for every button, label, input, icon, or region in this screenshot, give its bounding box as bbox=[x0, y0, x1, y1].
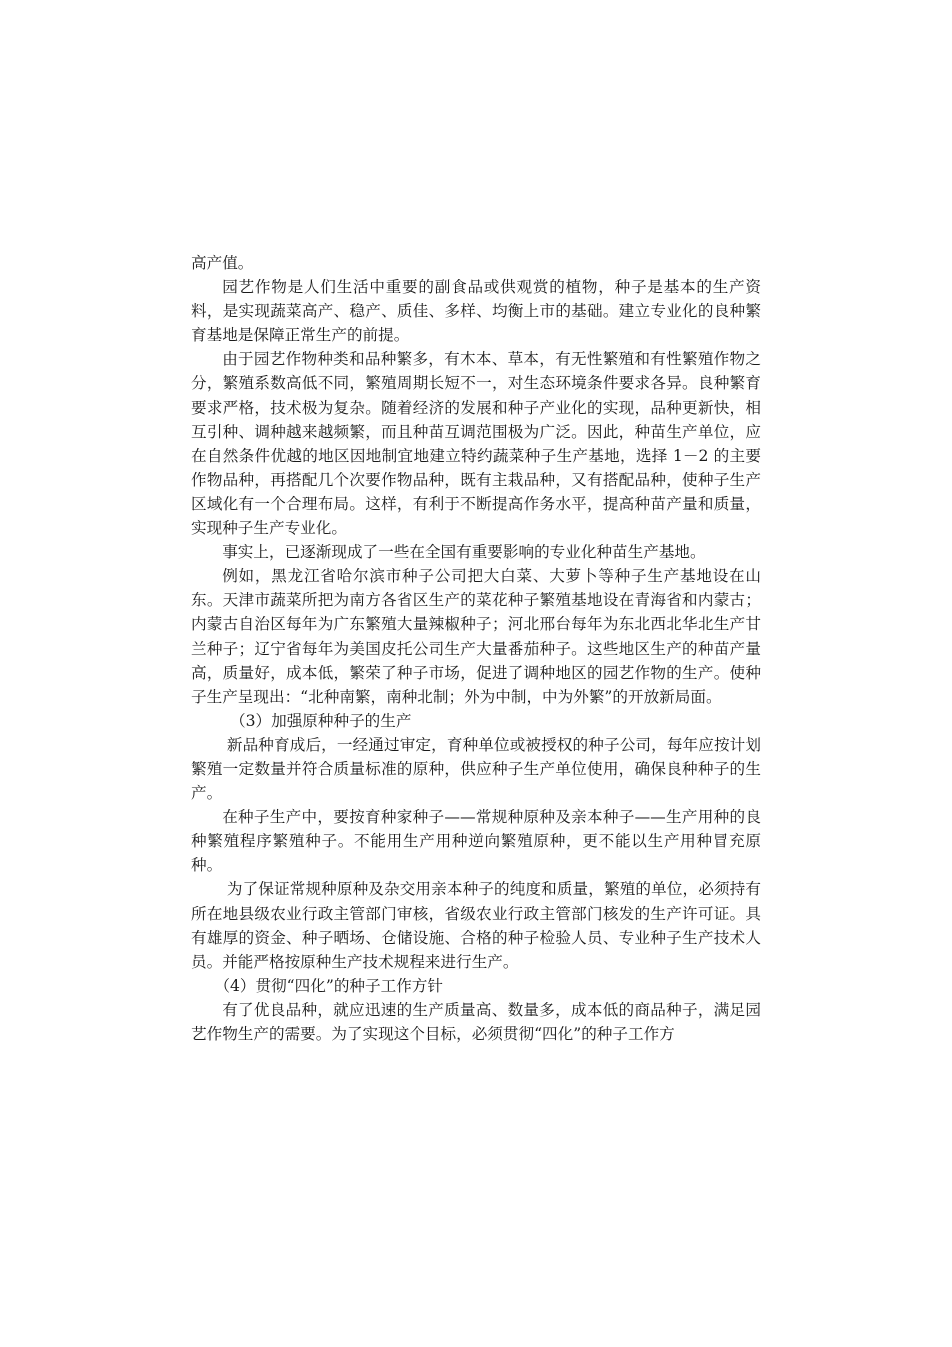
paragraph-licensing: 为了保证常规种原种及杂交用亲本种子的纯度和质量，繁殖的单位，必须持有所在地县级农业行政主管部门审核，省级农业行政主管部门核发的生产许可证。具有雄厚的资金、种子晒场、仓储设施、合格的种子检验人员、专业种子生产技术人员。并能严格按原种生产技术规程来进行生产。 bbox=[191, 880, 761, 971]
paragraph-new-varieties: 新品种育成后，一经通过审定，育种单位或被授权的种子公司，每年应按计划繁殖一定数量并符合质量标准的原种，供应种子生产单位使用，确保良种种子的生产。 bbox=[191, 735, 761, 803]
paragraph-continuation: 高产值。 bbox=[191, 254, 254, 272]
paragraph-four-policies: 有了优良品种，就应迅速的生产质量高、数量多，成本低的商品种子，满足园艺作物生产的需要。为了实现这个目标，必须贯彻“四化”的种子工作方 bbox=[191, 1000, 761, 1043]
paragraph-existing-bases: 事实上，已逐渐现成了一些在全国有重要影响的专业化种苗生产基地。 bbox=[222, 543, 706, 562]
section-heading-4: （4）贯彻“四化”的种子工作方针 bbox=[214, 976, 443, 995]
paragraph-breeding-procedure: 在种子生产中，要按育种家种子——常规种原种及亲本种子——生产用种的良种繁殖程序繁殖种子。不能用生产用种逆向繁殖原种，更不能以生产用种冒充原种。 bbox=[191, 808, 761, 875]
document-body bbox=[191, 251, 761, 1046]
paragraph-seed-importance: 园艺作物是人们生活中重要的副食品或供观赏的植物，种子是基本的生产资料，是实现蔬菜高产、稳产、质佳、多样、均衡上市的基础。建立专业化的良种繁育基地是保障正常生产的前提。 bbox=[191, 278, 761, 345]
paragraph-breeding-bases: 由于园艺作物种类和品种繁多，有木本、草本，有无性繁殖和有性繁殖作物之分，繁殖系数高低不同，繁殖周期长短不一，对生态环境条件要求各异。良种繁育要求严格，技术极为复杂。随着经济的发展和种子产业化的实现，品种更新快，相互引种、调种越来越频繁，而且种苗互调范围极为广泛。因此，种苗生产单位，应在自然条件优越的地区因地制宜地建立特约蔬菜种子生产基地，选择 1－2 的主要作物品种，再搭配几个次要作物品种，既有主栽品种，又有搭配品种，使种子生产区域化有一个合理布局。这样，有利于不断提高作务水平，提高种苗产量和质量，实现种子生产专业化。 bbox=[191, 350, 761, 538]
section-heading-3: （3）加强原种种子的生产 bbox=[230, 711, 412, 730]
paragraph-examples: 例如，黑龙江省哈尔滨市种子公司把大白菜、大萝卜等种子生产基地设在山东。天津市蔬菜所把为南方各省区生产的菜花种子繁殖基地设在青海省和内蒙古；内蒙古自治区每年为广东繁殖大量辣椒种子；河北邢台每年为东北西北华北生产甘兰种子；辽宁省每年为美国皮托公司生产大量番茄种子。这些地区生产的种苗产量高，质量好，成本低，繁荣了种子市场，促进了调种地区的园艺作物的生产。使种子生产呈现出：“北种南繁，南种北制；外为中制，中为外繁”的开放新局面。 bbox=[191, 567, 761, 706]
